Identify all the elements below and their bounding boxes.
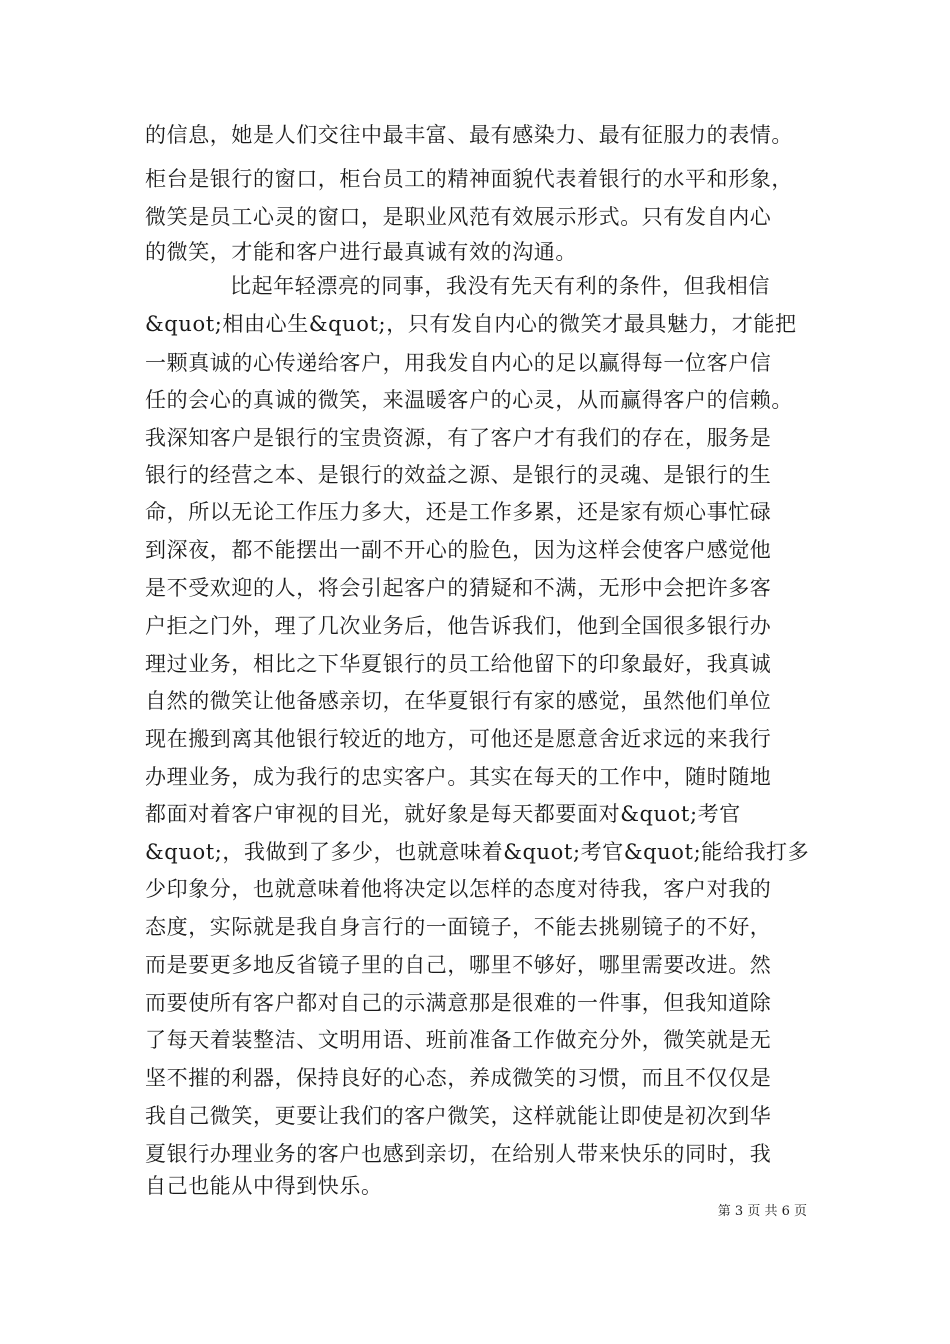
text-line: &quot;，我做到了多少，也就意味着&quot;考官&quot;能给我打多 xyxy=(145,840,810,864)
text-line: 到深夜，都不能摆出一副不开心的脸色，因为这样会使客户感觉他 xyxy=(145,538,772,562)
text-line: 理过业务，相比之下华夏银行的员工给他留下的印象最好，我真诚 xyxy=(145,652,772,676)
text-line: 自然的微笑让他备感亲切，在华夏银行有家的感觉，虽然他们单位 xyxy=(145,689,772,713)
text-line: 现在搬到离其他银行较近的地方，可他还是愿意舍近求远的来我行 xyxy=(145,727,772,751)
text-line: 少印象分，也就意味着他将决定以怎样的态度对待我，客户对我的 xyxy=(145,877,772,901)
text-line: 的微笑，才能和客户进行最真诚有效的沟通。 xyxy=(145,240,577,264)
text-line: 坚不摧的利器，保持良好的心态，养成微笑的习惯，而且不仅仅是 xyxy=(145,1066,772,1090)
text-line: 而是要更多地反省镜子里的自己，哪里不够好，哪里需要改进。然 xyxy=(145,953,772,977)
text-line: 微笑是员工心灵的窗口，是职业风范有效展示形式。只有发自内心 xyxy=(145,205,772,229)
text-line: 银行的经营之本、是银行的效益之源、是银行的灵魂、是银行的生 xyxy=(145,463,772,487)
text-line: 了每天着装整洁、文明用语、班前准备工作做充分外，微笑就是无 xyxy=(145,1028,772,1052)
page-number: 第 3 页 共 6 页 xyxy=(717,1204,807,1219)
text-line: 而要使所有客户都对自己的示满意那是很难的一件事，但我知道除 xyxy=(145,991,772,1015)
text-line: 命，所以无论工作压力多大，还是工作多累，还是家有烦心事忙碌 xyxy=(145,500,772,524)
text-line: &quot;相由心生&quot;，只有发自内心的微笑才最具魅力，才能把 xyxy=(145,312,797,336)
text-line: 柜台是银行的窗口，柜台员工的精神面貌代表着银行的水平和形象， xyxy=(145,167,793,191)
text-line: 的信息，她是人们交往中最丰富、最有感染力、最有征服力的表情。 xyxy=(145,123,793,147)
text-line: 办理业务，成为我行的忠实客户。其实在每天的工作中，随时随地 xyxy=(145,765,772,789)
text-line: 任的会心的真诚的微笑，来温暖客户的心灵，从而赢得客户的信赖。 xyxy=(145,388,793,412)
text-line: 是不受欢迎的人，将会引起客户的猜疑和不满，无形中会把许多客 xyxy=(145,576,772,600)
text-line: 态度，实际就是我自身言行的一面镜子，不能去挑剔镜子的不好， xyxy=(145,915,772,939)
text-line: 户拒之门外，理了几次业务后，他告诉我们，他到全国很多银行办 xyxy=(145,614,772,638)
text-line: 都面对着客户审视的目光，就好象是每天都要面对&quot;考官 xyxy=(145,802,741,826)
text-line: 我深知客户是银行的宝贵资源，有了客户才有我们的存在，服务是 xyxy=(145,426,772,450)
text-line: 一颗真诚的心传递给客户，用我发自内心的足以赢得每一位客户信 xyxy=(145,351,772,375)
text-line: 我自己微笑，更要让我们的客户微笑，这样就能让即使是初次到华 xyxy=(145,1104,772,1128)
text-line: 自己也能从中得到快乐。 xyxy=(145,1174,383,1198)
text-line: 夏银行办理业务的客户也感到亲切，在给别人带来快乐的同时，我 xyxy=(145,1142,772,1166)
paragraph-first-line: 比起年轻漂亮的同事，我没有先天有利的条件，但我相信 xyxy=(230,274,770,298)
